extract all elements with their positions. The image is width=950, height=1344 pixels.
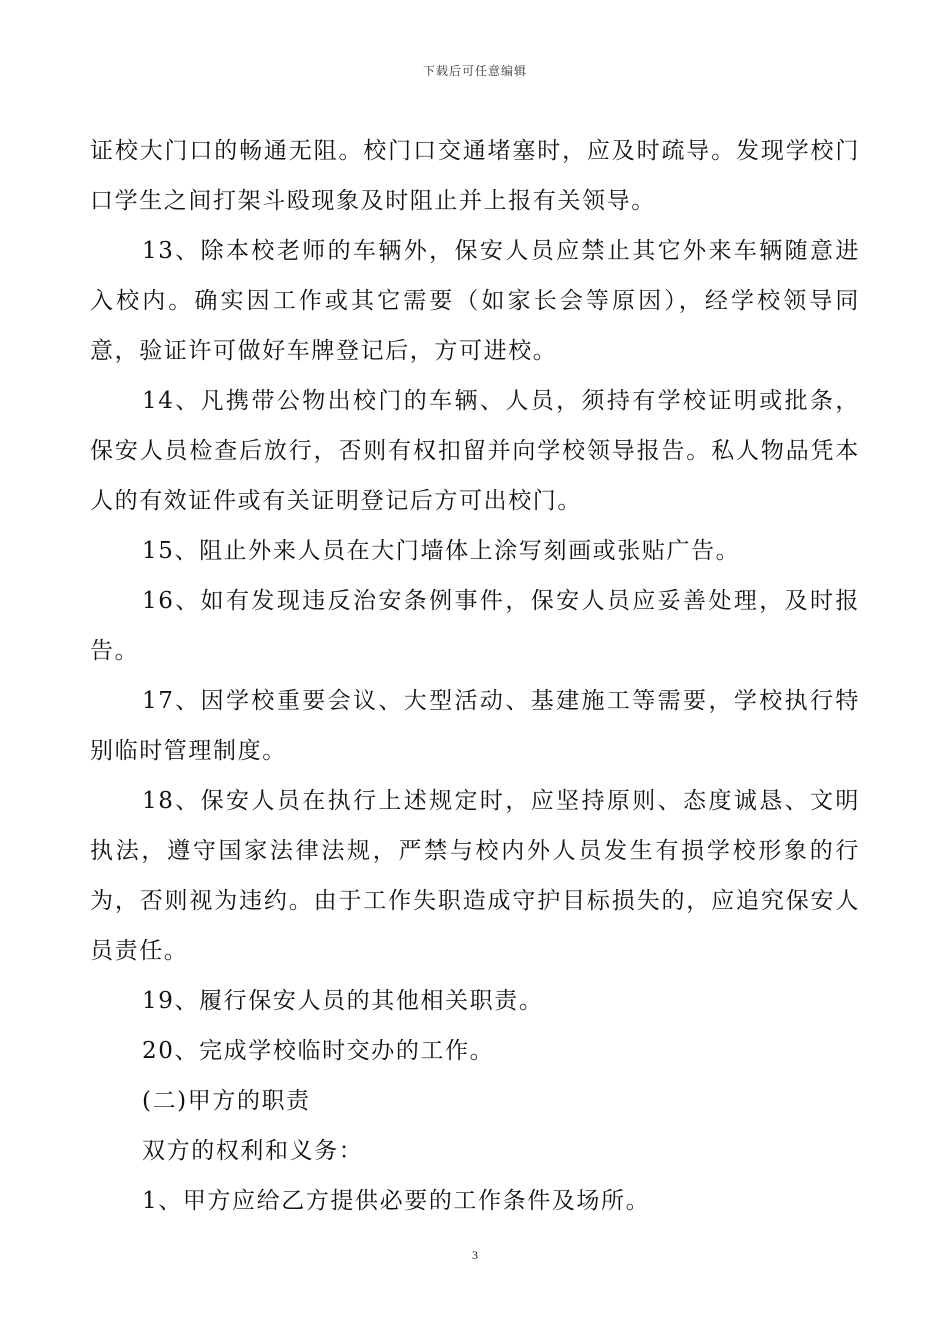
page-number: 3 bbox=[472, 1248, 478, 1262]
paragraph-item-13: 13、除本校老师的车辆外，保安人员应禁止其它外来车辆随意进入校内。确实因工作或其它需要（如家长会等原因），经学校领导同意，验证许可做好车牌登记后，方可进校。 bbox=[90, 238, 860, 364]
paragraph-item-18: 18、保安人员在执行上述规定时，应坚持原则、态度诚恳、文明执法，遵守国家法律法规，严禁与校内外人员发生有损学校形象的行为，否则视为违约。由于工作失职造成守护目标损失的，应追究保安人员责任。 bbox=[90, 788, 860, 964]
section-heading-party-a-duties: (二)甲方的职责 bbox=[142, 1088, 311, 1114]
page-header: 下载后可任意编辑 bbox=[422, 64, 527, 78]
paragraph-item-19: 19、履行保安人员的其他相关职责。 bbox=[142, 988, 544, 1014]
section-heading-rights-obligations: 双方的权利和义务： bbox=[142, 1138, 364, 1164]
paragraph-item-17: 17、因学校重要会议、大型活动、基建施工等需要，学校执行特别临时管理制度。 bbox=[90, 688, 860, 764]
paragraph-continuation: 证校大门口的畅通无阻。校门口交通堵塞时，应及时疏导。发现学校门口学生之间打架斗殴现象及时阻止并上报有关领导。 bbox=[90, 138, 860, 214]
paragraph-item-14: 14、凡携带公物出校门的车辆、人员，须持有学校证明或批条，保安人员检查后放行，否则有权扣留并向学校领导报告。私人物品凭本人的有效证件或有关证明登记后方可出校门。 bbox=[90, 388, 860, 514]
paragraph-item-20: 20、完成学校临时交办的工作。 bbox=[142, 1038, 495, 1064]
paragraph-item-15: 15、阻止外来人员在大门墙体上涂写刻画或张贴广告。 bbox=[142, 538, 741, 564]
paragraph-party-a-item-1: 1、甲方应给乙方提供必要的工作条件及场所。 bbox=[142, 1188, 651, 1214]
document-body bbox=[90, 126, 860, 1226]
paragraph-item-16: 16、如有发现违反治安条例事件，保安人员应妥善处理，及时报告。 bbox=[90, 588, 860, 664]
